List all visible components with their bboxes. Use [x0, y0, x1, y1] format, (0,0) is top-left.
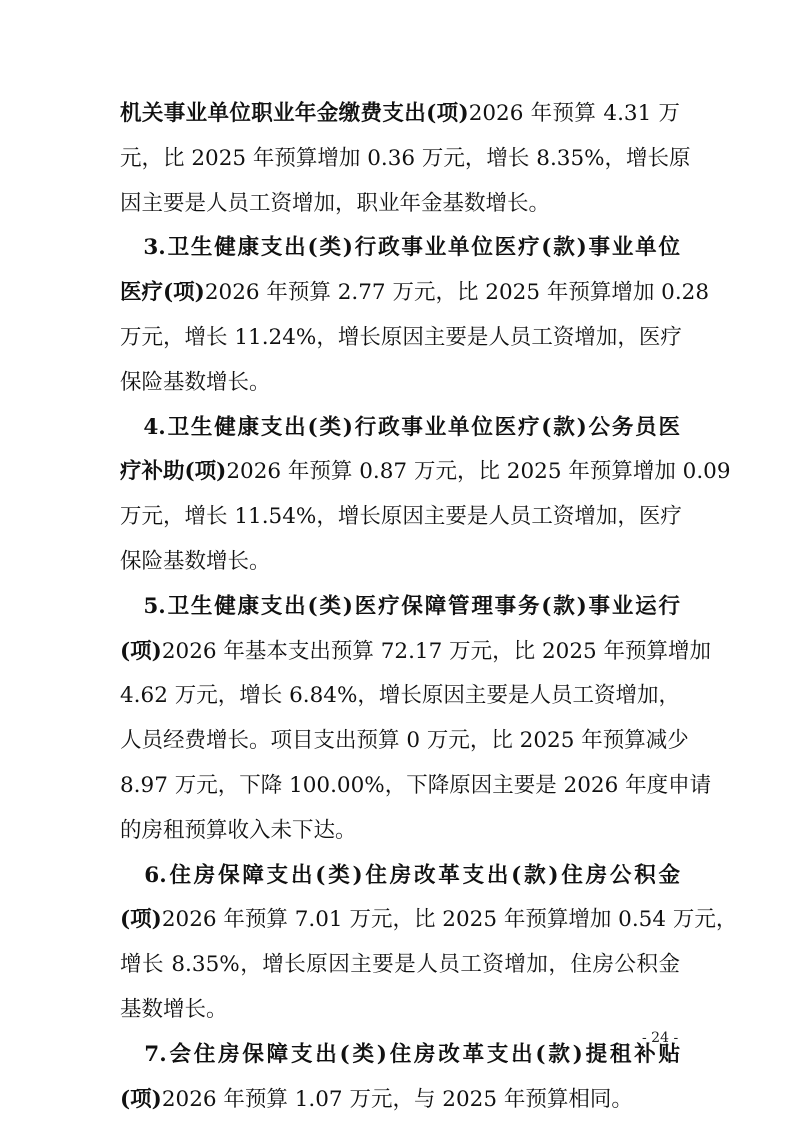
- text-line: [120, 361, 680, 406]
- bold-heading-text: 3.卫生健康支出(类)行政事业单位医疗(款)事业单位: [120, 235, 680, 261]
- body-text: 元，比 2025 年预算增加 0.36 万元，增长 8.35%，增长原: [120, 145, 691, 171]
- text-line: [120, 495, 680, 540]
- text-line: [120, 316, 680, 361]
- bold-heading-text: 7.会住房保障支出(类)住房改革支出(款)提租补贴: [120, 1041, 680, 1067]
- text-line: [120, 271, 710, 316]
- body-text: 2026 年预算 1.07 万元，与 2025 年预算相同。: [161, 1086, 633, 1112]
- text-line: [120, 630, 712, 675]
- bold-heading-text: 疗补助(项): [120, 459, 227, 485]
- text-line: [120, 988, 680, 1033]
- body-text: 2026 年基本支出预算 72.17 万元，比 2025 年预算增加: [161, 638, 712, 664]
- body-text: 4.62 万元，增长 6.84%，增长原因主要是人员工资增加，: [120, 683, 680, 709]
- body-text: 人员经费增长。项目支出预算 0 万元，比 2025 年预算减少: [120, 728, 689, 754]
- body-text: 2026 年预算 4.31 万: [468, 101, 680, 126]
- bold-heading-text: 医疗(项): [120, 280, 205, 306]
- body-text: 保险基数增长。: [120, 369, 271, 395]
- bold-heading-text: 机关事业单位职业年金缴费支出(项): [120, 101, 469, 126]
- text-line: [120, 1033, 680, 1078]
- text-line: [120, 943, 680, 988]
- paragraph: [120, 854, 738, 1033]
- text-line: [120, 898, 738, 943]
- document-body: [120, 92, 738, 1122]
- body-text: 8.97 万元，下降 100.00%，下降原因主要是 2026 年度申请: [120, 772, 712, 798]
- text-line: [120, 854, 680, 899]
- bold-heading-text: 4.卫生健康支出(类)行政事业单位医疗(款)公务员医: [120, 414, 680, 440]
- body-text: 增长 8.35%，增长原因主要是人员工资增加，住房公积金: [120, 952, 680, 978]
- text-line: [120, 450, 731, 495]
- body-text: 2026 年预算 2.77 万元，比 2025 年预算增加 0.28: [204, 280, 710, 306]
- paragraph: [120, 92, 691, 226]
- bold-heading-text: (项): [120, 907, 162, 933]
- text-line: [120, 764, 712, 809]
- body-text: 保险基数增长。: [120, 548, 271, 574]
- bold-heading-text: (项): [120, 638, 162, 664]
- text-line: [120, 406, 680, 451]
- text-line: [120, 92, 680, 137]
- text-line: [120, 1078, 680, 1122]
- body-text: 2026 年预算 7.01 万元，比 2025 年预算增加 0.54 万元，: [161, 907, 738, 933]
- bold-heading-text: 5.卫生健康支出(类)医疗保障管理事务(款)事业运行: [120, 593, 680, 619]
- page-number: - 24 -: [642, 1030, 679, 1046]
- paragraph: [120, 1033, 680, 1122]
- body-text: 因主要是人员工资增加，职业年金基数增长。: [120, 190, 551, 216]
- text-line: [120, 182, 680, 227]
- text-line: [120, 137, 691, 182]
- paragraph: [120, 585, 712, 854]
- text-line: [120, 226, 680, 271]
- text-line: [120, 809, 680, 854]
- body-text: 2026 年预算 0.87 万元，比 2025 年预算增加 0.09: [226, 459, 731, 485]
- body-text: 的房租预算收入未下达。: [120, 817, 357, 843]
- body-text: 万元，增长 11.24%，增长原因主要是人员工资增加，医疗: [120, 324, 682, 350]
- paragraph: [120, 406, 731, 585]
- text-line: [120, 540, 680, 585]
- text-line: [120, 585, 680, 630]
- bold-heading-text: 6.住房保障支出(类)住房改革支出(款)住房公积金: [120, 862, 680, 888]
- paragraph: [120, 226, 710, 405]
- text-line: [120, 719, 689, 764]
- body-text: 万元，增长 11.54%，增长原因主要是人员工资增加，医疗: [120, 504, 682, 530]
- bold-heading-text: (项): [120, 1086, 162, 1112]
- text-line: [120, 674, 680, 719]
- body-text: 基数增长。: [120, 996, 228, 1022]
